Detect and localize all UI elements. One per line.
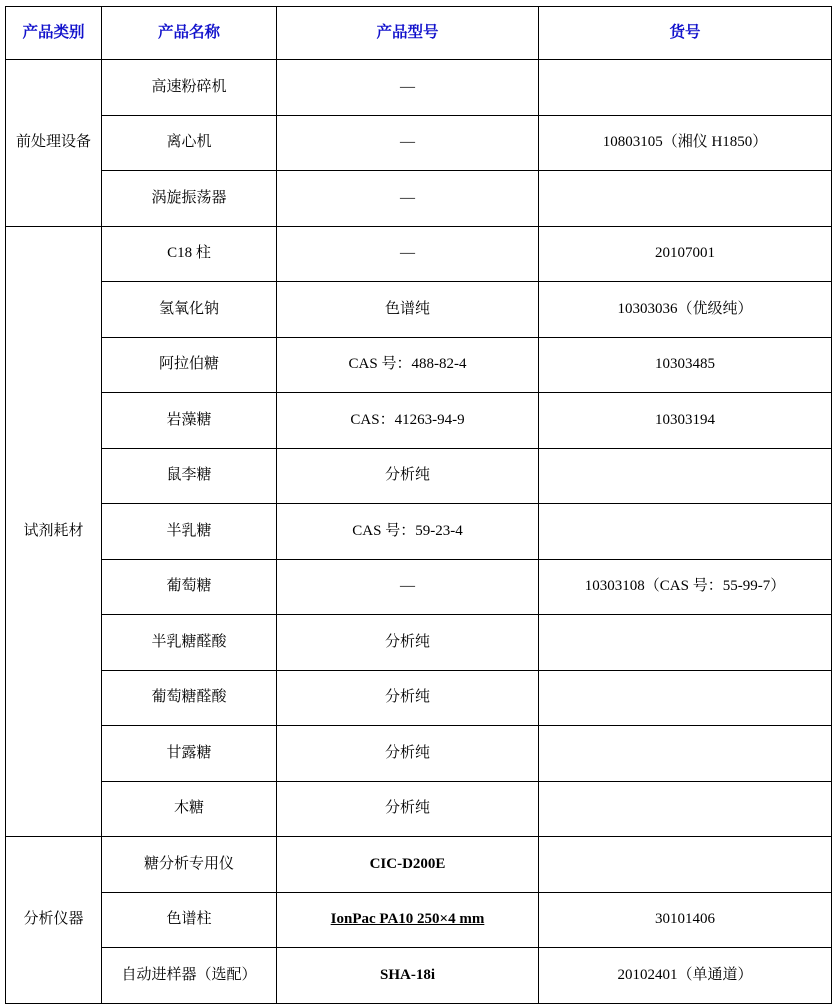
product-name: 糖分析专用仪 xyxy=(102,837,277,893)
product-name: 葡萄糖 xyxy=(102,559,277,615)
product-name: 半乳糖醛酸 xyxy=(102,615,277,671)
table-header xyxy=(6,7,832,60)
table-row xyxy=(6,393,832,449)
product-code xyxy=(539,670,832,726)
header-row xyxy=(6,7,832,60)
product-code: 10303194 xyxy=(539,393,832,449)
product-model: 分析纯 xyxy=(277,448,539,504)
product-model: 分析纯 xyxy=(277,670,539,726)
product-code xyxy=(539,615,832,671)
product-name: 鼠李糖 xyxy=(102,448,277,504)
product-code: 30101406 xyxy=(539,892,832,948)
category-cell-reagents: 试剂耗材 xyxy=(6,226,102,837)
table-body xyxy=(6,60,832,1004)
table-row xyxy=(6,226,832,282)
product-name: 岩藻糖 xyxy=(102,393,277,449)
product-model: CIC-D200E xyxy=(277,837,539,893)
product-model: — xyxy=(277,60,539,116)
product-code: 10803105（湘仪 H1850） xyxy=(539,115,832,171)
product-model: CAS 号：488-82-4 xyxy=(277,337,539,393)
table-row xyxy=(6,892,832,948)
product-name: 色谱柱 xyxy=(102,892,277,948)
table-row xyxy=(6,726,832,782)
product-code xyxy=(539,60,832,116)
table-row xyxy=(6,670,832,726)
product-model: — xyxy=(277,559,539,615)
product-name: 氢氧化钠 xyxy=(102,282,277,338)
table-row xyxy=(6,60,832,116)
product-code: 20107001 xyxy=(539,226,832,282)
product-code xyxy=(539,781,832,837)
table-row xyxy=(6,115,832,171)
product-code: 10303108（CAS 号：55-99-7） xyxy=(539,559,832,615)
product-name: 甘露糖 xyxy=(102,726,277,782)
product-model: 分析纯 xyxy=(277,781,539,837)
product-code xyxy=(539,837,832,893)
product-model: — xyxy=(277,171,539,227)
product-name: 木糖 xyxy=(102,781,277,837)
product-code: 10303485 xyxy=(539,337,832,393)
product-name: 涡旋振荡器 xyxy=(102,171,277,227)
product-name: 自动进样器（选配） xyxy=(102,948,277,1004)
product-model: 色谱纯 xyxy=(277,282,539,338)
product-model: CAS：41263-94-9 xyxy=(277,393,539,449)
product-code: 20102401（单通道） xyxy=(539,948,832,1004)
product-model: 分析纯 xyxy=(277,615,539,671)
product-model: IonPac PA10 250×4 mm xyxy=(277,892,539,948)
table-row xyxy=(6,337,832,393)
table-row xyxy=(6,448,832,504)
product-model: — xyxy=(277,226,539,282)
product-code xyxy=(539,726,832,782)
table-row xyxy=(6,171,832,227)
product-model: CAS 号：59-23-4 xyxy=(277,504,539,560)
table-row xyxy=(6,504,832,560)
table-row xyxy=(6,837,832,893)
table-row xyxy=(6,615,832,671)
column-header-name: 产品名称 xyxy=(102,7,277,60)
product-model: — xyxy=(277,115,539,171)
table-row xyxy=(6,781,832,837)
product-code: 10303036（优级纯） xyxy=(539,282,832,338)
product-name: 离心机 xyxy=(102,115,277,171)
column-header-category: 产品类别 xyxy=(6,7,102,60)
product-name: 阿拉伯糖 xyxy=(102,337,277,393)
product-name: 半乳糖 xyxy=(102,504,277,560)
column-header-model: 产品型号 xyxy=(277,7,539,60)
product-model: SHA-18i xyxy=(277,948,539,1004)
category-cell-instruments: 分析仪器 xyxy=(6,837,102,1004)
category-cell-pretreatment: 前处理设备 xyxy=(6,60,102,227)
product-table xyxy=(5,6,832,1004)
table-row xyxy=(6,559,832,615)
product-model: 分析纯 xyxy=(277,726,539,782)
product-code xyxy=(539,171,832,227)
product-code xyxy=(539,504,832,560)
table-row xyxy=(6,948,832,1004)
product-name: C18 柱 xyxy=(102,226,277,282)
product-name: 葡萄糖醛酸 xyxy=(102,670,277,726)
table-row xyxy=(6,282,832,338)
column-header-code: 货号 xyxy=(539,7,832,60)
product-name: 高速粉碎机 xyxy=(102,60,277,116)
product-code xyxy=(539,448,832,504)
